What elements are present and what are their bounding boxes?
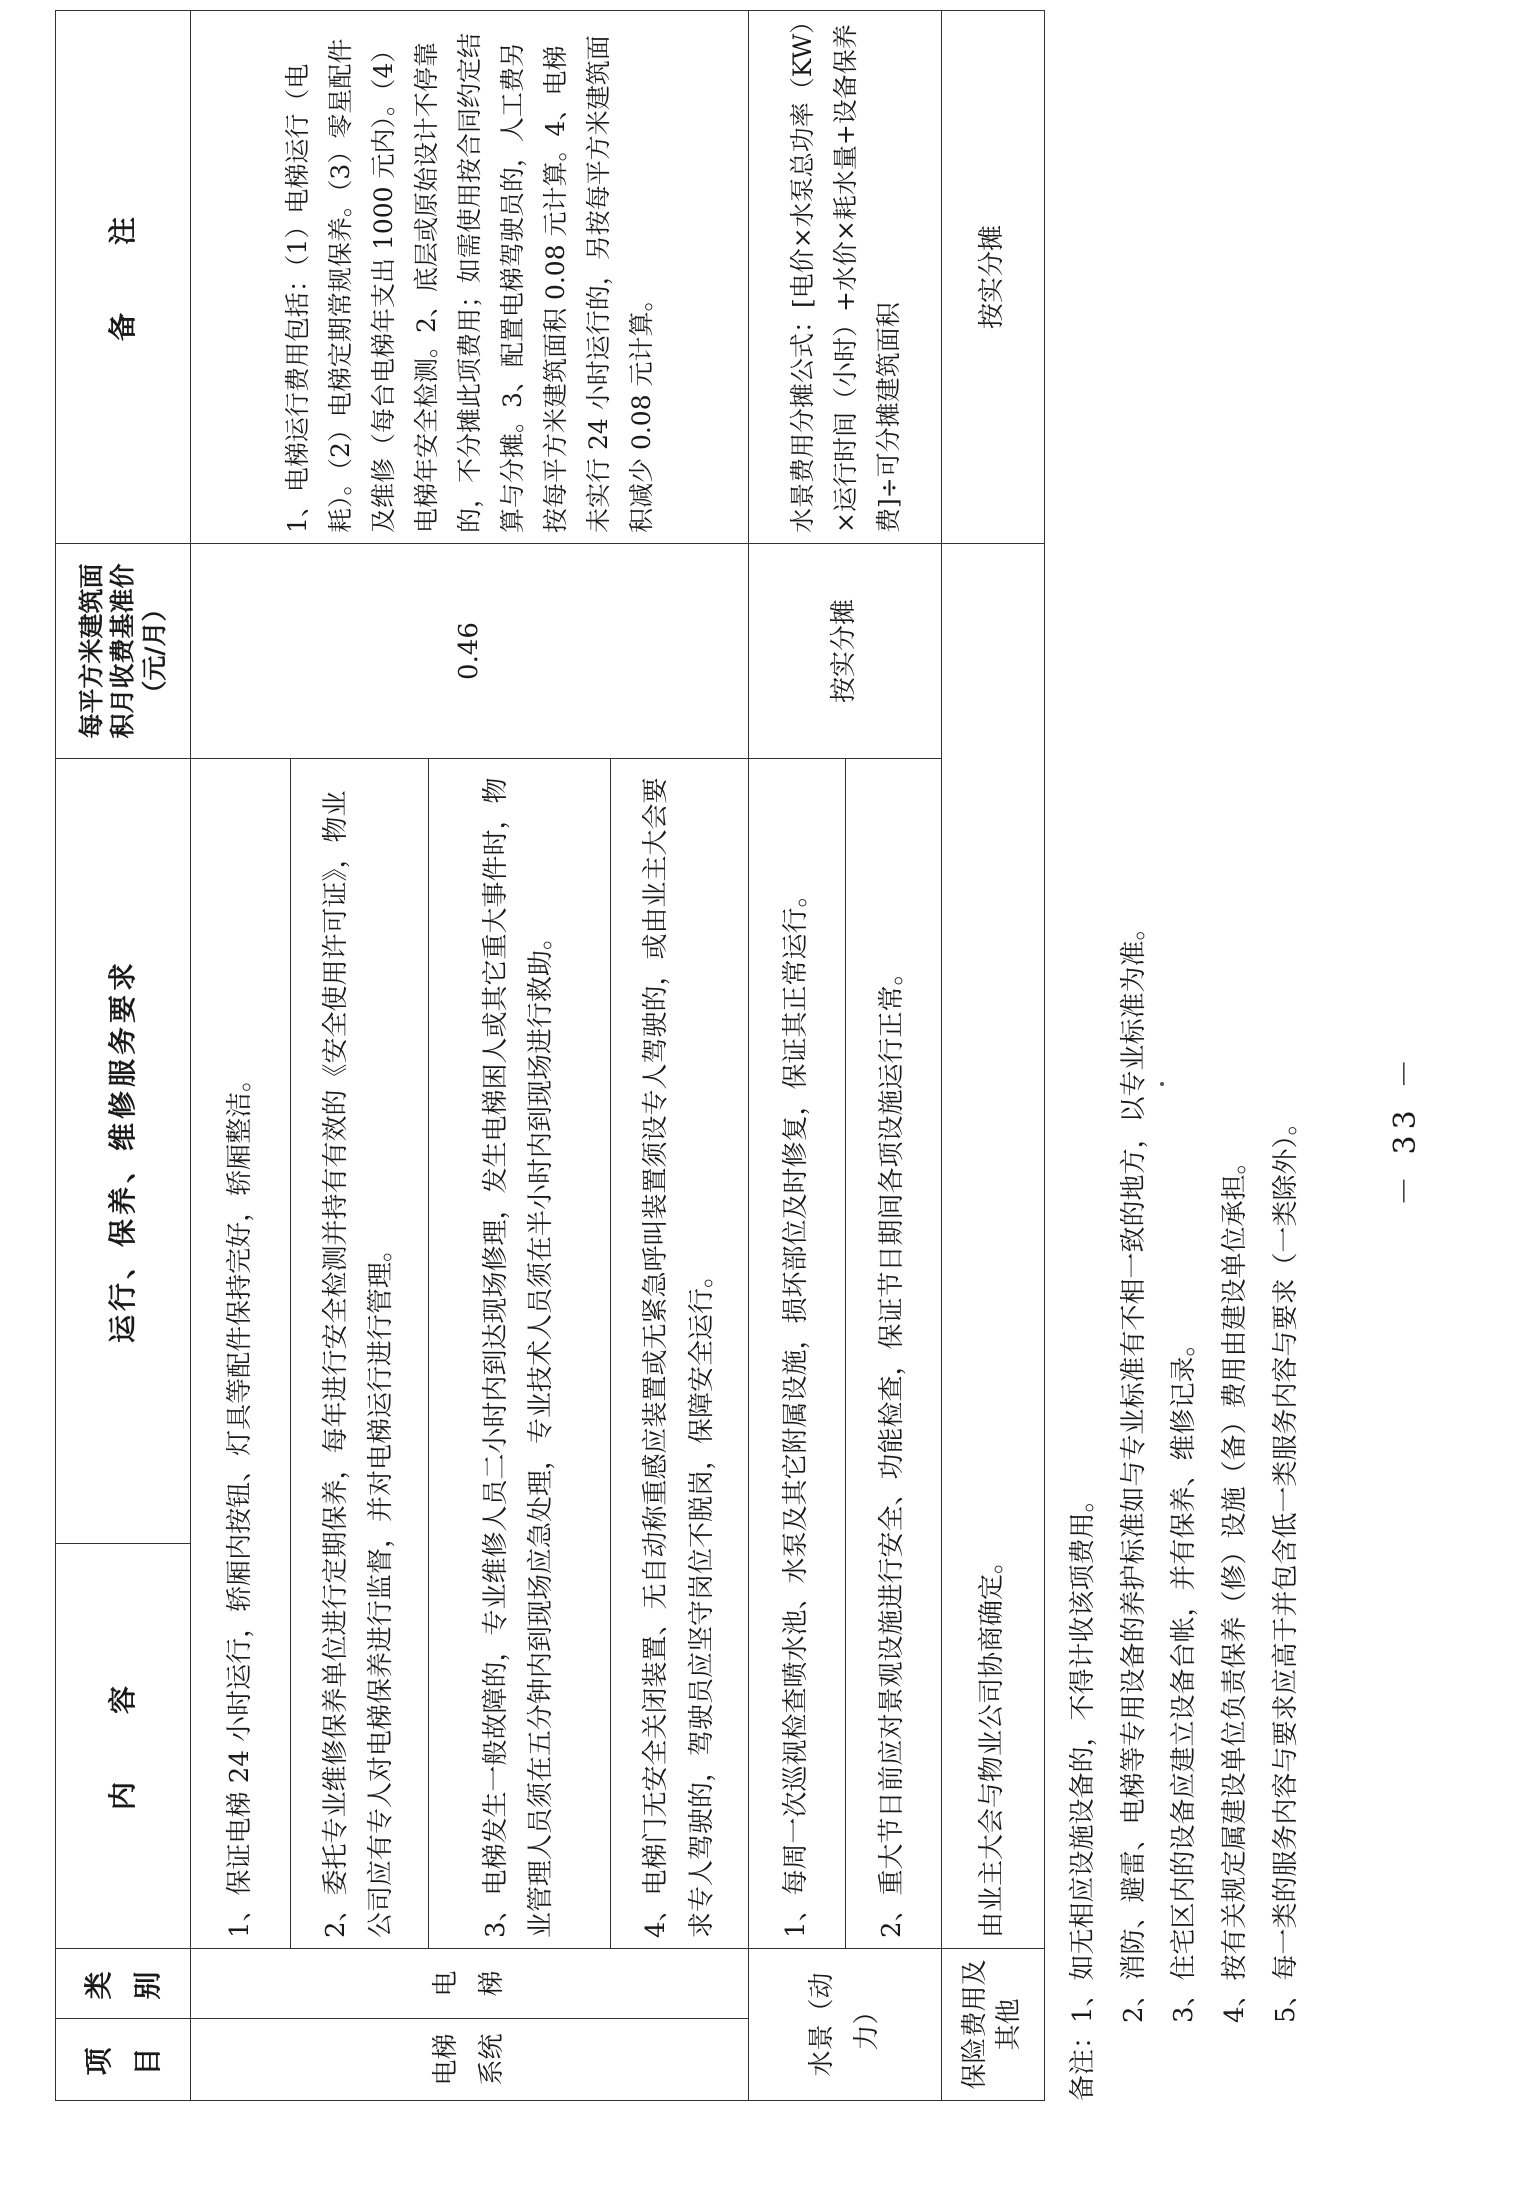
header-project: 项目 <box>56 2019 191 2101</box>
scan-speck <box>1160 1082 1164 1086</box>
insurance-remarks-cell: 按实分摊 <box>941 11 1044 544</box>
footnote-5: 5、每一类的服务内容与要求应高于并包含低一类服务内容与要求（一类除外）。 <box>1270 1109 1301 2023</box>
insurance-project-cell: 保险费用及其他 <box>941 1949 1044 2101</box>
insurance-content-cell: 由业主大会与物业公司协商确定。 <box>941 544 1044 1949</box>
elevator-requirement-2: 2、委托专业维修保养单位进行定期保养，每年进行安全检测并持有有效的《安全使用许可证》，物业公司应有专人对电梯保养进行监督，并对电梯运行进行管理。 <box>290 759 428 1949</box>
table-row <box>749 11 845 2101</box>
water-requirement-2: 2、重大节日前应对景观设施进行安全、功能检查，保证节日期间各项设施运行正常。 <box>845 759 941 1949</box>
elevator-requirement-3: 3、电梯发生一般故障的，专业维修人员二小时内到达现场修理，发生电梯困人或其它重大事件时，物业管理人员须在五分钟内到现场应急处理，专业技术人员须在半小时内到现场进行救助。 <box>429 759 611 1949</box>
footnote-4: 4、按有关规定属建设单位负责保养（修）设施（备）费用由建设单位承担。 <box>1220 1148 1251 2023</box>
header-row <box>56 11 191 2101</box>
footnote-2: 2、消防、避雷、电梯等专用设备的养护标准如与专业标准有不相一致的地方，以专业标准为准。 <box>1118 914 1149 2023</box>
water-project-cell: 水景（动力） <box>749 1949 941 2101</box>
elevator-price-cell: 0.46 <box>190 544 748 759</box>
elevator-project-cell: 电梯系统 <box>190 2019 748 2101</box>
footnotes <box>1058 21 1311 2101</box>
elevator-requirement-1: 1、保证电梯 24 小时运行，轿厢内按钮、灯具等配件保持完好，轿厢整洁。 <box>190 759 290 1949</box>
table-row <box>941 11 1044 2101</box>
water-price-cell: 按实分摊 <box>749 544 941 759</box>
water-remarks-cell: 水景费用分摊公式：[电价×水泵总功率（KW）×运行时间（小时）+水价×耗水量+设备保养费]÷可分摊建筑面积 <box>749 11 941 544</box>
header-requirements: 运行、保养、维修服务要求 <box>56 759 191 1544</box>
elevator-requirement-4: 4、电梯门无安全关闭装置、无自动称重感应装置或无紧急呼叫装置须设专人驾驶的，或由业主大会要求专人驾驶的，驾驶员应坚守岗位不脱岗，保障安全运行。 <box>610 759 748 1949</box>
footnote-3: 3、住宅区内的设备应建立设备台帐，并有保养、维修记录。 <box>1169 1330 1200 2023</box>
water-requirement-1: 1、每周一次巡视检查喷水池、水泵及其它附属设施，损坏部位及时修复，保证其正常运行。 <box>749 759 845 1949</box>
header-remarks: 备 注 <box>56 11 191 544</box>
header-price: 每平方米建筑面积月收费基准价（元/月） <box>56 544 191 759</box>
page-number: － 33 － <box>1388 1052 1423 1206</box>
service-standard-table <box>55 10 1045 2101</box>
elevator-category-cell: 电梯 <box>190 1949 748 2019</box>
footnote-1: 备注：1、如无相应设施设备的，不得计收该项费用。 <box>1068 1486 1098 2101</box>
table-row <box>190 11 290 2101</box>
header-category: 类别 <box>56 1949 191 2019</box>
header-content: 内 容 <box>56 1544 191 1949</box>
elevator-remarks-cell: 1、电梯运行费用包括：（1）电梯运行（电耗）。（2）电梯定期常规保养。（3）零星配件及维修（每台电梯年支出 1000 元内）。（4）电梯年安全检测。2、底层或原始设计不停靠的，不分摊此项费用；如需使用按合同约定结算与分摊。3、配置电梯驾驶员的，人工费另按每平方米建筑面积 0.08 元计算。4、电梯未实行 24 小时运行的，另按每平方米建筑面积减少 0.08 元计算。 <box>190 11 748 544</box>
